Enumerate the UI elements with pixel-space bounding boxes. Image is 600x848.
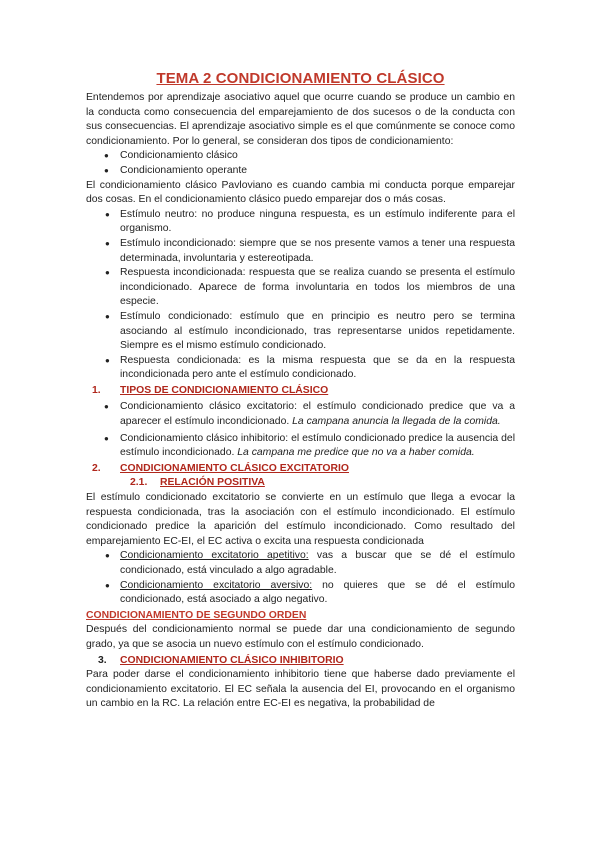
section-2-heading [86, 462, 515, 477]
list-item: ● Respuesta condicionada: es la misma respuesta que se da en la respuesta incondicionada pero ante el estímulo condicionado. [86, 354, 515, 383]
example-text: La campana anuncia la llegada de la comida. [292, 416, 501, 428]
section-3-paragraph: Para poder darse el condicionamiento inhibitorio tiene que haberse dado previamente el condicionamiento excitatorio. El EC señala la ausencia del EI, provocando en el organismo un cambio en la RC. La relación entre EC-EI es negativa, la probabilidad de [86, 669, 515, 710]
list-item [86, 400, 515, 429]
stimuli-list [86, 208, 515, 383]
conditioning-types-list [86, 149, 515, 178]
section-title: CONDICIONAMIENTO CLÁSICO INHIBITORIO [120, 654, 344, 666]
item-text: vas a buscar que se dé el estímulo condicionado, está vinculado a algo agradable. [120, 550, 515, 576]
section-number: 2. [92, 462, 101, 474]
list-item: ● Estímulo incondicionado: siempre que se nos presente vamos a tener una respuesta determinada, involuntaria y estereotipada. [86, 237, 515, 266]
section-2-1-heading [86, 476, 515, 491]
item-text: Condicionamiento clásico excitatorio: el estímulo condicionado predice que va a aparecer el estímulo incondicionado. [120, 401, 515, 428]
section-2-list [86, 549, 515, 607]
section-number: 2.1. [130, 477, 148, 489]
section-3-heading [86, 654, 515, 669]
item-label: Condicionamiento excitatorio aversivo: [120, 579, 313, 591]
section-title: RELACIÓN POSITIVA [160, 477, 265, 489]
page-title: TEMA 2 CONDICIONAMIENTO CLÁSICO [156, 70, 445, 87]
example-text: La campana me predice que no va a haber comida. [237, 447, 475, 459]
list-item [86, 432, 515, 461]
second-order-heading: CONDICIONAMIENTO DE SEGUNDO ORDEN [86, 609, 307, 621]
list-item: ● Condicionamiento clásico [86, 149, 515, 164]
section-2-paragraph: El estímulo condicionado excitatorio se convierte en un estímulo que llega a evocar la respuesta condicionada, tras la asociación con el estímulo incondicionado. El estímulo condicionado predice la aparición del estímulo incondicionado. Como resultado del emparejamiento EC-EI, el EC activa o excita una respuesta condicionada [86, 492, 515, 547]
list-item: ● Estímulo condicionado: estímulo que en principio es neutro pero se termina asociando al estímulo incondicionado, tras representarse unidos repetidamente. Siempre es el mismo estímulo condicionado. [86, 310, 515, 354]
section-1-heading [86, 384, 515, 399]
pavlov-paragraph: El condicionamiento clásico Pavloviano es cuando cambia mi conducta porque emparejar dos cosas. En el condicionamiento clásico puedo emparejar dos o más cosas. [86, 179, 515, 206]
document-page [86, 70, 515, 712]
list-item [86, 549, 515, 578]
intro-paragraph: Entendemos por aprendizaje asociativo aquel que ocurre cuando se produce un cambio en la conducta como consecuencia del emparejamiento de dos sucesos o de la conducta con sus consecuencias. El aprendizaje asociativo simple es el que comúnmente se conoce como condicionamiento. Por lo general, se consideran dos tipos de condicionamiento: [86, 92, 515, 147]
list-item [86, 579, 515, 608]
section-1-list [86, 400, 515, 460]
section-title: CONDICIONAMIENTO CLÁSICO EXCITATORIO [120, 462, 349, 474]
section-number: 3. [98, 654, 107, 666]
list-item: ● Estímulo neutro: no produce ninguna respuesta, es un estímulo indiferente para el organismo. [86, 208, 515, 237]
list-item: ● Condicionamiento operante [86, 164, 515, 179]
list-item: ● Respuesta incondicionada: respuesta que se realiza cuando se presenta el estímulo incondicionado. Aparece de forma involuntaria en todos los miembros de una especie. [86, 266, 515, 310]
section-title: TIPOS DE CONDICIONAMIENTO CLÁSICO [120, 384, 329, 396]
item-text: Condicionamiento clásico inhibitorio: el estímulo condicionado predice la ausencia del estímulo incondicionado. [120, 432, 515, 459]
second-order-paragraph: Después del condicionamiento normal se puede dar una condicionamiento de segundo grado, ya que se asocia un nuevo estímulo con el estímulo condicionado. [86, 624, 515, 650]
item-label: Condicionamiento excitatorio apetitivo: [120, 550, 309, 562]
item-text: no quieres que se dé el estímulo condicionado, está asociado a algo negativo. [120, 579, 515, 606]
section-number: 1. [92, 384, 101, 396]
